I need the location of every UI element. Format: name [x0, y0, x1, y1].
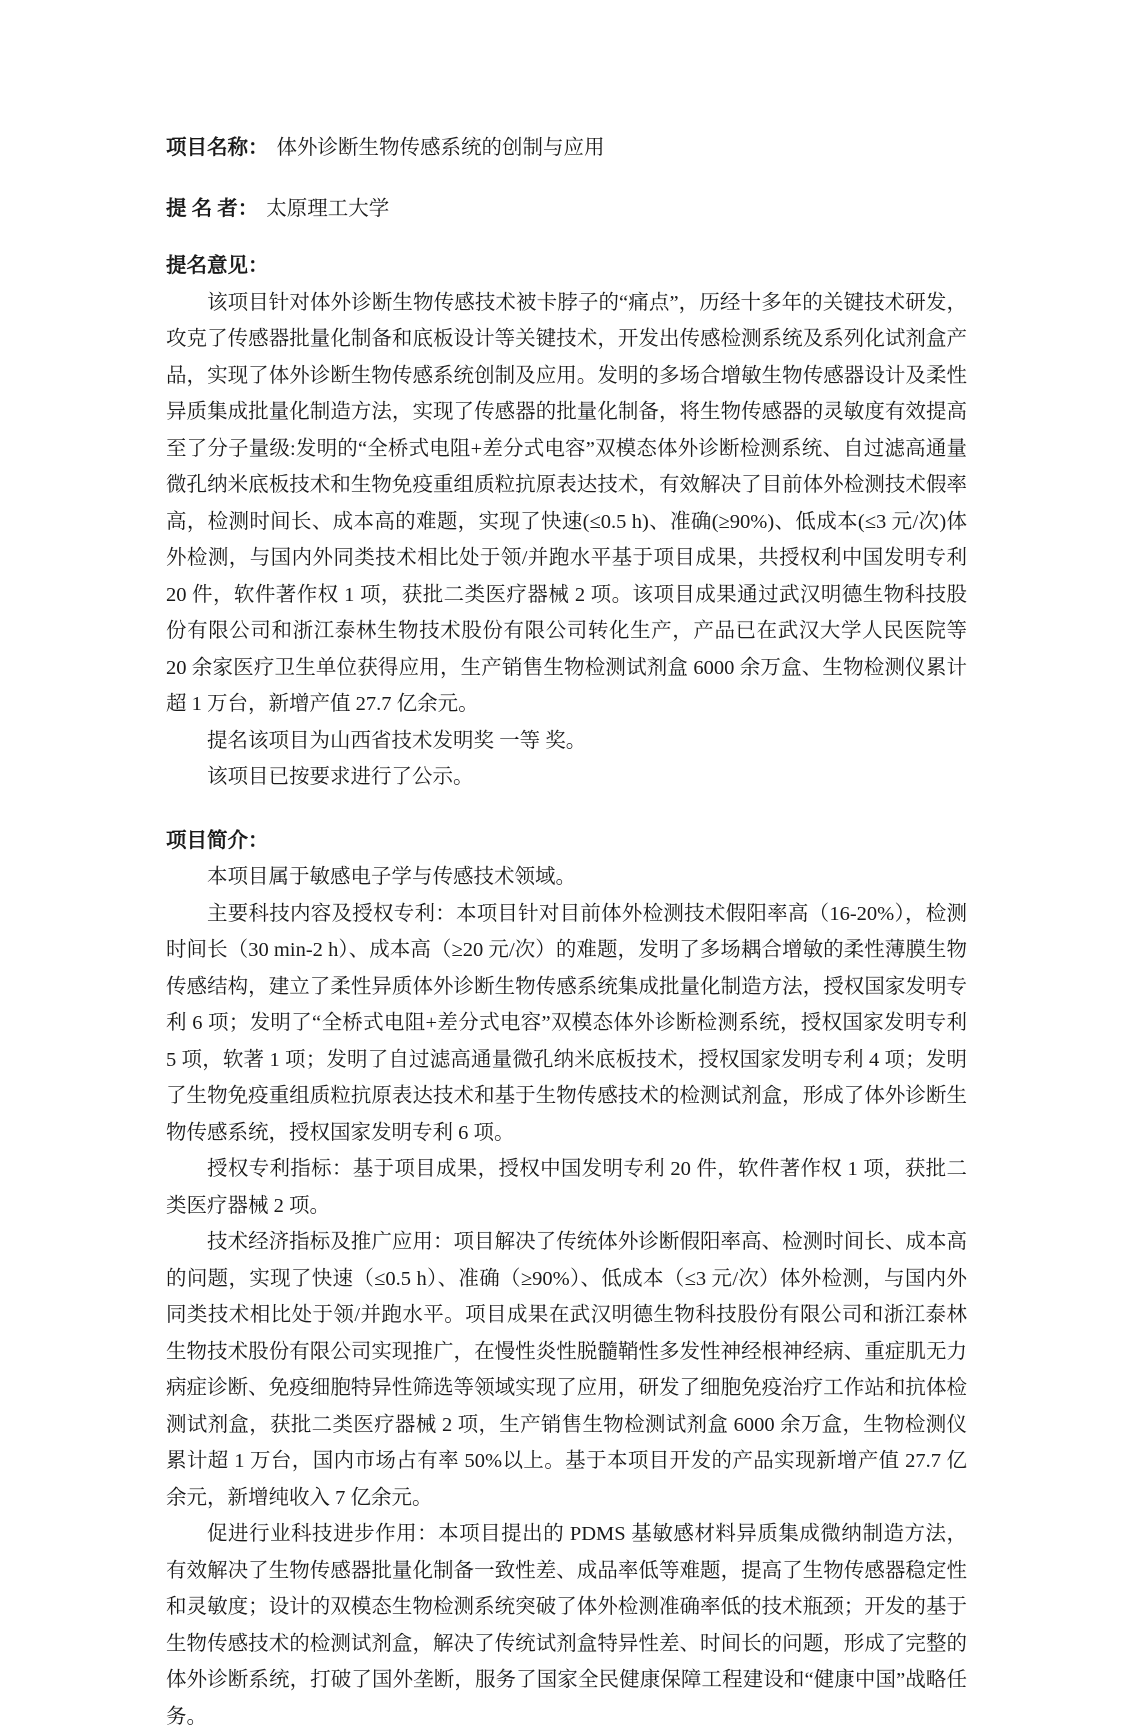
intro-paragraph-3: 授权专利指标：基于项目成果，授权中国发明专利 20 件，软件著作权 1 项，获批二类医疗器械 2 项。 — [166, 1158, 967, 1217]
nomination-opinion-heading: 提名意见： — [166, 255, 269, 277]
nomination-paragraph-2: 提名该项目为山西省技术发明奖 一等 奖。 — [207, 729, 587, 752]
nominator-label: 提 名 者： — [166, 197, 259, 220]
project-name-line — [166, 130, 967, 167]
project-name-label: 项目名称： — [166, 137, 269, 159]
nomination-paragraph-1: 该项目针对体外诊断生物传感技术被卡脖子的“痛点”，历经十多年的关键技术研发，攻克了传感器批量化制备和底板设计等关键技术，开发出传感检测系统及系列化试剂盒产品，实现了体外诊断生物传感系统创制及应用。发明的多场合增敏生物传感器设计及柔性异质集成批量化制造方法，实现了传感器的批量化制备，将生物传感器的灵敏度有效提高至了分子量级:发明的“全桥式电阻+差分式电容”双模态体外诊断检测系统、自过滤高通量微孔纳米底板技术和生物免疫重组质粒抗原表达技术，有效解决了目前体外检测技术假率高，检测时间长、成本高的难题，实现了快速(≤0.5 h)、准确(≥90%)、低成本(≤3 元/次)体外检测，与国内外同类技术相比处于领/并跑水平基于项目成果，共授权利中国发明专利 20 件，软件著作权 1 项，获批二类医疗器械 2 项。该项目成果通过武汉明德生物科技股份有限公司和浙江泰林生物技术股份有限公司转化生产，产品已在武汉大学人民医院等 20 余家医疗卫生单位获得应用，生产销售生物检测试剂盒 6000 余万盒、生物检测仪累计超 1 万台，新增产值 27.7 亿余元。 — [166, 291, 967, 715]
document-page — [166, 130, 967, 1735]
project-intro-heading: 项目简介： — [166, 829, 269, 852]
intro-paragraph-2: 主要科技内容及授权专利：本项目针对目前体外检测技术假阳率高（16-20%），检测时间长（30 min-2 h）、成本高（≥20 元/次）的难题，发明了多场耦合增敏的柔性薄膜生物传感结构，建立了柔性异质体外诊断生物传感系统集成批量化制造方法，授权国家发明专利 6 项；发明了“全桥式电阻+差分式电容”双模态体外诊断检测系统，授权国家发明专利 5 项，软著 1 项；发明了自过滤高通量微孔纳米底板技术，授权国家发明专利 4 项；发明了生物免疫重组质粒抗原表达技术和基于生物传感技术的检测试剂盒，形成了体外诊断生物传感系统，授权国家发明专利 6 项。 — [166, 902, 967, 1144]
intro-paragraph-1: 本项目属于敏感电子学与传感技术领域。 — [207, 866, 576, 888]
nominator-value: 太原理工大学 — [266, 197, 390, 220]
intro-paragraph-5: 促进行业科技进步作用：本项目提出的 PDMS 基敏感材料异质集成微纳制造方法，有效解决了生物传感器批量化制备一致性差、成品率低等难题，提高了生物传感器稳定性和灵敏度；设计的双模态生物检测系统突破了体外检测准确率低的技术瓶颈；开发的基于生物传感技术的检测试剂盒，解决了传统试剂盒特异性差、时间长的问题，形成了完整的体外诊断系统，打破了国外垄断，服务了国家全民健康保障工程建设和“健康中国”战略任务。 — [166, 1523, 967, 1728]
nominator-line — [166, 191, 967, 228]
project-name-value: 体外诊断生物传感系统的创制与应用 — [276, 137, 605, 159]
intro-paragraph-4: 技术经济指标及推广应用：项目解决了传统体外诊断假阳率高、检测时间长、成本高的问题，实现了快速（≤0.5 h）、准确（≥90%）、低成本（≤3 元/次）体外检测，与国内外同类技术相比处于领/并跑水平。项目成果在武汉明德生物科技股份有限公司和浙江泰林生物技术股份有限公司实现推广，在慢性炎性脱髓鞘性多发性神经根神经病、重症肌无力病症诊断、免疫细胞特异性筛选等领域实现了应用，研发了细胞免疫治疗工作站和抗体检测试剂盒，获批二类医疗器械 2 项，生产销售生物检测试剂盒 6000 余万盒，生物检测仪累计超 1 万台，国内市场占有率 50%以上。基于本项目开发的产品实现新增产值 27.7 亿余元，新增纯收入 7 亿余元。 — [166, 1231, 967, 1509]
nomination-paragraph-3: 该项目已按要求进行了公示。 — [207, 766, 474, 788]
